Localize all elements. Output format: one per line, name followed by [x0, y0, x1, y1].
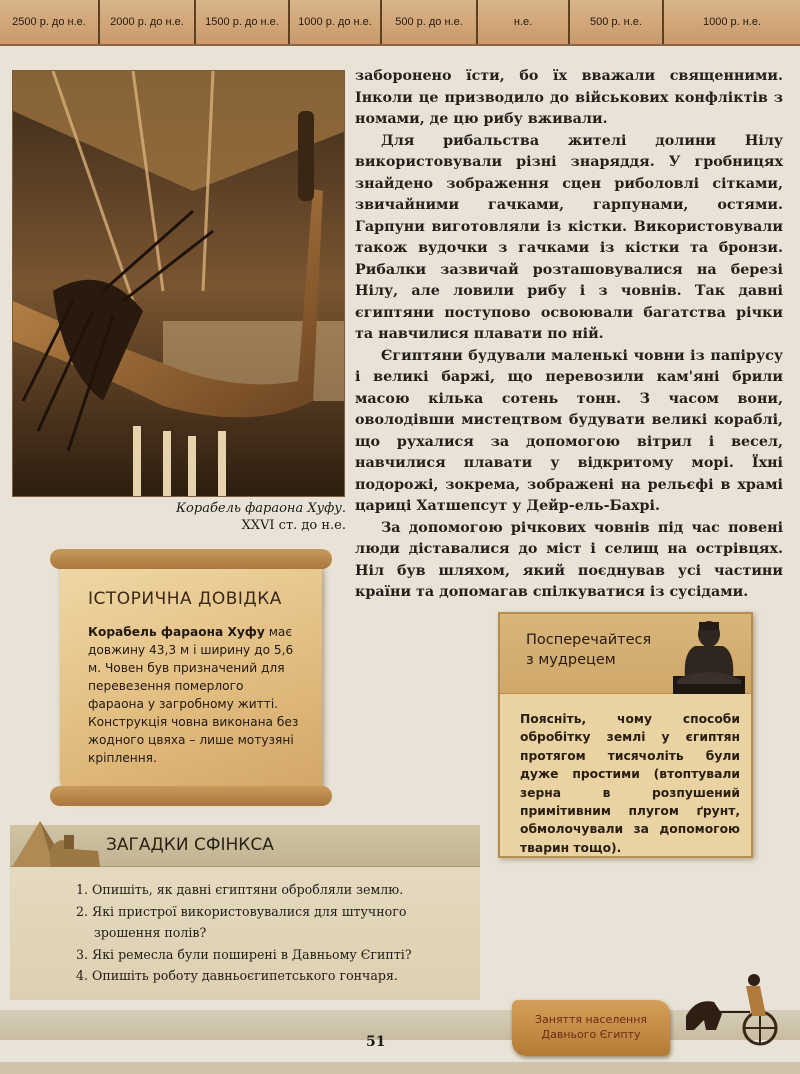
section-tab-line: Давнього Єгипту — [541, 1028, 641, 1041]
history-note-body: має довжину 43,3 м і ширину до 5,6 м. Човен був призначений для перевезення померлого фараона у загробному житті. Конструкція човна виконана без жодного цвяха – лише мотузяні кріплення. — [88, 625, 299, 765]
riddles-title: ЗАГАДКИ СФІНКСА — [106, 835, 274, 855]
history-note-scroll — [60, 555, 322, 800]
sage-header — [500, 614, 751, 694]
sage-title — [526, 630, 676, 670]
timeline-cell: 1000 р. н.е. — [702, 16, 762, 28]
timeline-cell: 1000 р. до н.е. — [290, 0, 382, 44]
sphinx-riddles-panel — [10, 825, 480, 1000]
paragraph: Для рибальства жителі долини Нілу використовували різні знаряддя. У гробницях знайдено зображення сцен риболовлі сітками, звичайними гачками, гарпунами, остями. Гарпуни виготовляли із кістки. Використовували також вудочки з гачками із кістки та бронзи. Рибалки зазвичай розташовувалися на березі Нілу, але ловили рибу і з човнів. Так давні єгиптяни поступово освоювали багатства річки та навчилися плавати по ній. — [355, 132, 783, 342]
riddle-item: 1. Опишіть, як давні єгиптяни обробляли землю. — [76, 882, 404, 897]
timeline-cell: 2000 р. до н.е. — [100, 0, 196, 44]
sphinx-pyramid-icon — [10, 811, 102, 871]
chariot-icon — [676, 972, 796, 1052]
sage-title-line: з мудрецем — [526, 652, 616, 668]
riddle-item: 2. Які пристрої використовувалися для штучного зрошення полів? — [76, 903, 407, 940]
sage-title-line: Посперечайтеся — [526, 632, 652, 648]
riddle-item: 4. Опишіть роботу давньоєгипетського гончаря. — [76, 968, 398, 983]
sage-text: Поясніть, чому способи обробітку землі у єгиптян протягом тисячоліть були дуже простими (втоптували зерна в розпушений примітивним плугом ґрунт, обмолочували за допомогою тварин тощо). — [520, 712, 740, 855]
photo-caption-title: Корабель фараона Хуфу. — [176, 501, 346, 516]
timeline-cell: 500 р. до н.е. — [382, 0, 478, 44]
bottom-strip — [0, 1062, 800, 1074]
main-text — [355, 66, 783, 604]
riddle-item: 3. Які ремесла були поширені в Давньому Єгипті? — [76, 946, 412, 962]
timeline-cell: 2500 р. до н.е. — [0, 0, 100, 44]
scribe-statue-icon — [669, 612, 749, 694]
argue-with-sage-box — [498, 612, 753, 858]
section-tab[interactable] — [512, 1000, 670, 1056]
history-note-text — [88, 623, 302, 767]
timeline-cell: 1500 р. до н.е. — [196, 0, 290, 44]
section-tab-label — [512, 1012, 670, 1042]
timeline-bar — [0, 0, 800, 46]
photo-caption — [120, 500, 346, 534]
riddles-header — [10, 825, 480, 867]
page-number: 51 — [366, 1034, 386, 1050]
paragraph: Єгиптяни будували маленькі човни із папірусу і великі баржі, що перевозили кам'яні брили масою кілька сотень тонн. З часом вони, оволодівши мистецтвом будувати великі кораблі, що рухалися за допомогою вітрил і весел, навчилися плавати у відкритому морі. Їхні подорожі, зокрема, зображені на рельєфі в храмі цариці Хатшепсут у Дейр-ель-Бахрі. — [355, 347, 783, 514]
khufu-ship-photo — [12, 70, 345, 497]
photo-caption-date: XXVI ст. до н.е. — [241, 518, 346, 533]
section-tab-line: Заняття населення — [534, 1013, 648, 1026]
paragraph: За допомогою річкових човнів під час повені люди діставалися до міст і селищ на острівцях. Ніл був шляхом, який поєднував усі частини країни та допомагав спілкуватися із сусідами. — [355, 519, 783, 600]
timeline-cell: н.е. — [478, 0, 570, 44]
history-note-title: ІСТОРИЧНА ДОВІДКА — [88, 589, 282, 609]
riddles-list — [76, 879, 476, 987]
timeline-cell: 500 р. н.е. — [570, 0, 664, 44]
paragraph: заборонено їсти, бо їх вважали священними. Інколи це призводило до військових конфліктів з номами, де цю рибу вживали. — [355, 68, 783, 127]
history-note-lead: Корабель фараона Хуфу — [88, 625, 265, 639]
